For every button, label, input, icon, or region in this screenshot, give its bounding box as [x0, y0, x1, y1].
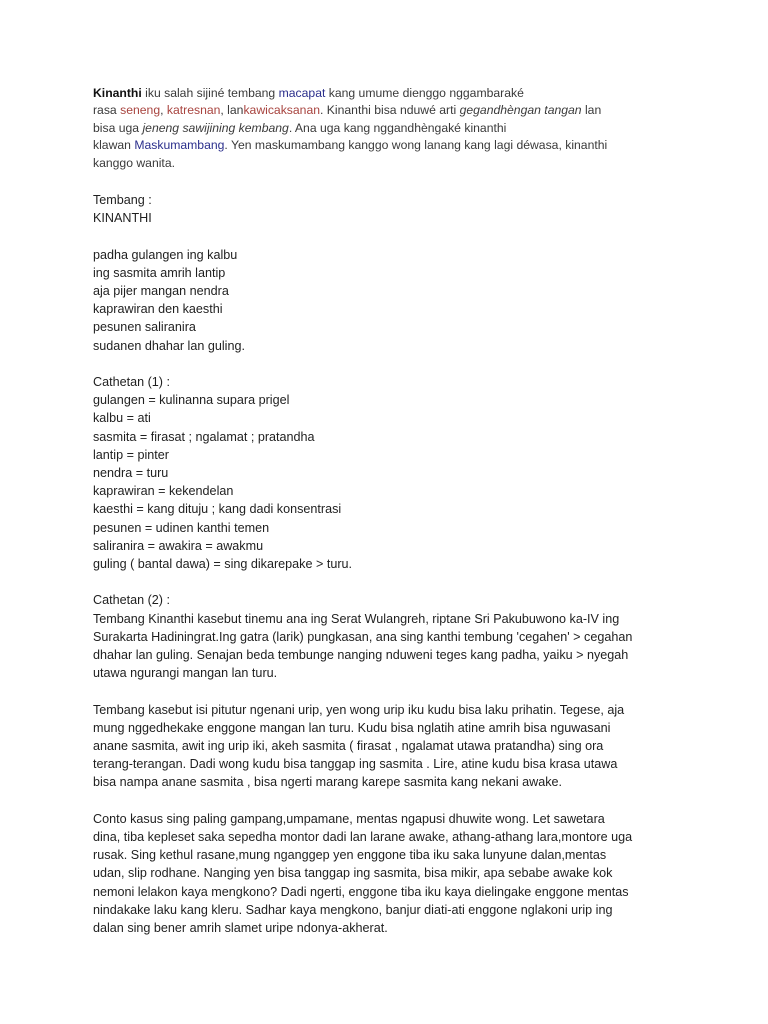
- paragraph-line: dina, tiba kepleset saka sepedha montor dadi lan larane awake, athang-athang lara,montore uga: [93, 830, 633, 845]
- intro-line: bisa uga jeneng sawijining kembang. Ana uga kang nggandhèngaké kinanthi: [93, 120, 507, 135]
- cathetan2-paragraph-2: [93, 701, 683, 792]
- paragraph-line: Conto kasus sing paling gampang,umpamane, mentas ngapusi dhuwite wong. Let sawetara: [93, 811, 605, 826]
- maskumambang-link[interactable]: Maskumambang: [134, 138, 225, 153]
- poem-stanza: [93, 246, 683, 355]
- paragraph-line: mung nggedhekake enggone mangan lan turu. Kudu bisa nglatih atine amrih bisa nguwasani: [93, 720, 611, 735]
- glossary-item: kalbu = ati: [93, 411, 151, 426]
- intro-line: Kinanthi iku salah sijiné tembang macapat kang umume dienggo nggambaraké: [93, 86, 524, 100]
- intro-line: rasa seneng, katresnan, lankawicaksanan. Kinanthi bisa nduwé arti gegandhèngan tangan lan: [93, 103, 602, 118]
- glossary-item: kaprawiran = kekendelan: [93, 484, 234, 499]
- poem-line: padha gulangen ing kalbu: [93, 247, 238, 262]
- cathetan1-label: Cathetan (1) :: [93, 375, 171, 389]
- poem-line: kaprawiran den kaesthi: [93, 302, 223, 317]
- glossary-item: guling ( bantal dawa) = sing dikarepake > turu.: [93, 557, 353, 572]
- glossary-item: saliranira = awakira = awakmu: [93, 538, 264, 553]
- paragraph-line: rusak. Sing kethul rasane,mung nganggep yen enggone tiba iku saka lunyune dalan,mentas: [93, 848, 607, 863]
- poem-line: pesunen saliranira: [93, 320, 196, 335]
- paragraph-line: utawa ngurangi mangan lan turu.: [93, 666, 278, 681]
- intro-paragraph: [93, 85, 693, 172]
- kinanthi-term: Kinanthi: [93, 86, 142, 100]
- katresnan-link[interactable]: katresnan: [166, 103, 221, 118]
- glossary-list: [93, 391, 683, 573]
- paragraph-line: dhahar lan guling. Senajan beda tembunge nanging nduweni teges kang padha, yaiku > nyegah: [93, 648, 629, 663]
- paragraph-line: bisa nampa anane sasmita , bisa ngerti marang karepe sasmita kang nekani awake.: [93, 775, 563, 790]
- glossary-item: sasmita = firasat ; ngalamat ; pratandha: [93, 429, 315, 444]
- paragraph-line: Surakarta Hadiningrat.Ing gatra (larik) pungkasan, ana sing kanthi tembung 'cegahen' > cegahan: [93, 629, 633, 644]
- tembang-label: Tembang :: [93, 193, 152, 207]
- paragraph-line: terang-terangan. Dadi wong kudu bisa tanggap ing sasmita . Lire, atine kudu bisa krasa utawa: [93, 757, 618, 772]
- main-body: [93, 191, 683, 937]
- intro-line: kanggo wanita.: [93, 155, 175, 170]
- paragraph-line: anane sasmita, awit ing urip iki, akeh sasmita ( firasat , ngalamat utawa pratandha) sing ora: [93, 739, 604, 754]
- paragraph-line: udan, slip rodhane. Nanging yen bisa tanggap ing sasmita, bisa mikir, apa sebabe awake kok: [93, 866, 613, 881]
- paragraph-line: Tembang Kinanthi kasebut tinemu ana ing Serat Wulangreh, riptane Sri Pakubuwono ka-IV ing: [93, 611, 620, 626]
- cathetan2-paragraph-3: [93, 810, 683, 937]
- paragraph-line: dalan sing bener amrih slamet uripe ndonya-akherat.: [93, 921, 388, 936]
- paragraph-line: Tembang kasebut isi pitutur ngenani urip, yen wong urip iku kudu bisa laku prihatin. Tegese, aja: [93, 702, 625, 717]
- poem-line: sudanen dhahar lan guling.: [93, 338, 245, 353]
- poem-line: ing sasmita amrih lantip: [93, 265, 226, 280]
- glossary-item: gulangen = kulinanna supara prigel: [93, 393, 290, 408]
- macapat-link[interactable]: macapat: [278, 86, 326, 100]
- glossary-item: lantip = pinter: [93, 447, 169, 462]
- glossary-item: nendra = turu: [93, 466, 169, 481]
- cathetan2-paragraph-1: [93, 610, 683, 683]
- tembang-title: KINANTHI: [93, 211, 152, 226]
- glossary-item: kaesthi = kang dituju ; kang dadi konsentrasi: [93, 502, 342, 517]
- cathetan2-label: Cathetan (2) :: [93, 593, 171, 608]
- paragraph-line: nindakake laku kang kleru. Sadhar kaya mengkono, banjur diati-ati enggone nglakoni urip ing: [93, 902, 613, 917]
- paragraph-line: nemoni lelakon kaya mengkono? Dadi ngerti, enggone tiba iku kaya dielingake enggone mentas: [93, 884, 629, 899]
- jeneng-term: jeneng sawijining kembang: [142, 120, 289, 135]
- poem-line: aja pijer mangan nendra: [93, 284, 229, 298]
- kawicaksanan-link[interactable]: kawicaksanan: [243, 103, 321, 118]
- gegandhengan-term: gegandhèngan tangan: [459, 103, 582, 118]
- seneng-link[interactable]: seneng: [120, 103, 161, 118]
- glossary-item: pesunen = udinen kanthi temen: [93, 520, 270, 535]
- intro-line: klawan Maskumambang. Yen maskumambang kanggo wong lanang kang lagi déwasa, kinanthi: [93, 138, 608, 153]
